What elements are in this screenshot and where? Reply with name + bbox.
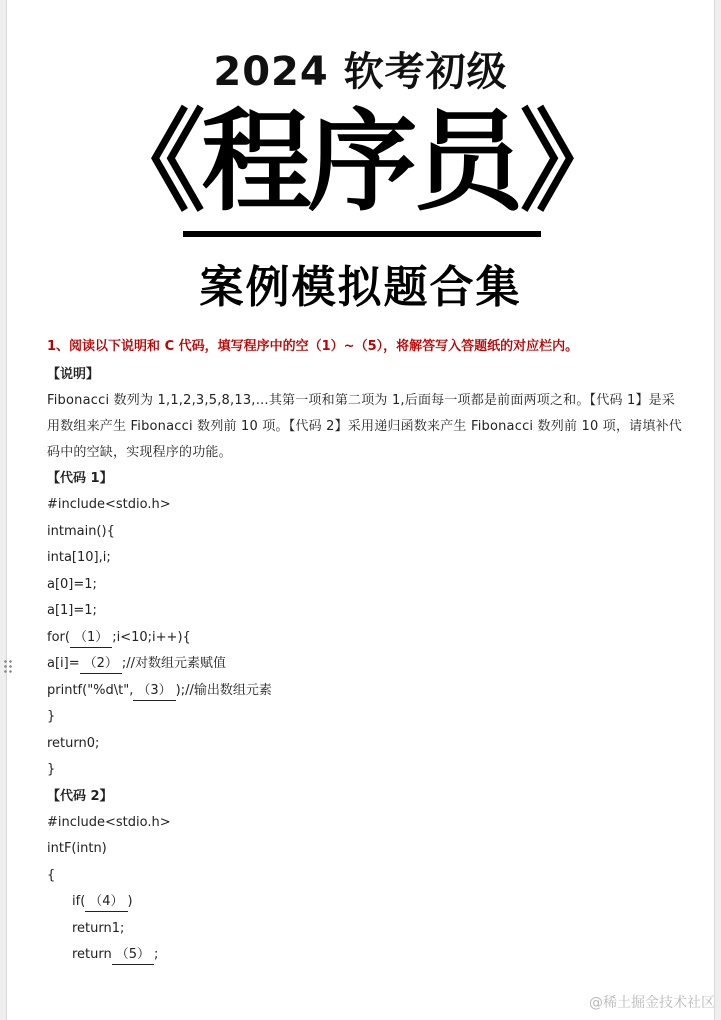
code1-line xyxy=(47,625,687,652)
answer-blank-3: （3） xyxy=(133,682,175,701)
code2-line: intF(intn) xyxy=(47,841,107,856)
code-text: ;//对数组元素赋值 xyxy=(121,656,227,671)
code-text: if( xyxy=(72,894,86,909)
code2-line: { xyxy=(47,867,56,883)
code1-line xyxy=(47,678,687,705)
code1-line: intmain(){ xyxy=(47,523,115,539)
code1-line: return0; xyxy=(47,735,100,751)
title-year-level: 2024 软考初级 xyxy=(213,49,508,95)
title-main: 《程序员》 xyxy=(95,98,626,226)
code-text: ) xyxy=(127,894,133,909)
code1-header: 【代码 1】 xyxy=(47,471,113,486)
code1-line: inta[10],i; xyxy=(47,550,111,565)
code-text: for( xyxy=(47,629,70,645)
drag-handle-icon[interactable] xyxy=(3,659,13,673)
title-subtitle: 案例模拟题合集 xyxy=(199,262,522,313)
code1-line: } xyxy=(47,762,56,777)
answer-blank-2: （2） xyxy=(80,655,122,674)
answer-blank-1: （1） xyxy=(70,629,112,648)
watermark: @稀土掘金技术社区 xyxy=(589,995,715,1011)
code2-line: #include<stdio.h> xyxy=(47,814,171,830)
code1-line xyxy=(47,651,687,678)
code-text: );//输出数组元素 xyxy=(175,682,272,698)
code-text: a[i]= xyxy=(47,656,80,671)
code-text: ; xyxy=(154,947,159,962)
answer-blank-5: （5） xyxy=(112,946,154,965)
document-page xyxy=(6,0,715,1020)
code1-line: a[1]=1; xyxy=(47,603,97,618)
question-text: 1、阅读以下说明和 C 代码，填写程序中的空（1）~（5），将解答写入答题纸的对应栏内。 xyxy=(47,339,579,354)
code2-header: 【代码 2】 xyxy=(47,788,113,804)
answer-blank-4: （4） xyxy=(85,893,127,912)
code2-line: return1; xyxy=(72,920,125,936)
code2-line xyxy=(47,942,687,969)
code-text: printf("%d\t", xyxy=(47,682,134,698)
code-text: ;i<10;i++){ xyxy=(112,629,191,645)
code1-line: } xyxy=(47,709,56,724)
explain-header: 【说明】 xyxy=(47,367,100,382)
code-text: return xyxy=(72,947,112,962)
code1-line: a[0]=1; xyxy=(47,576,97,592)
document-content xyxy=(47,334,687,969)
title-underline xyxy=(183,231,541,237)
code2-line xyxy=(47,889,687,916)
explain-paragraph: Fibonacci 数列为 1,1,2,3,5,8,13,…其第一项和第二项为 1,后面每一项都是前面两项之和。【代码 1】是采用数组来产生 Fibonacci 数列前 10 项。【代码 2】采用递归函数来产生 Fibonacci 数列前 10 项，请填补代码中的空缺，实现程序的功能。 xyxy=(47,393,682,460)
code1-line: #include<stdio.h> xyxy=(47,497,171,512)
